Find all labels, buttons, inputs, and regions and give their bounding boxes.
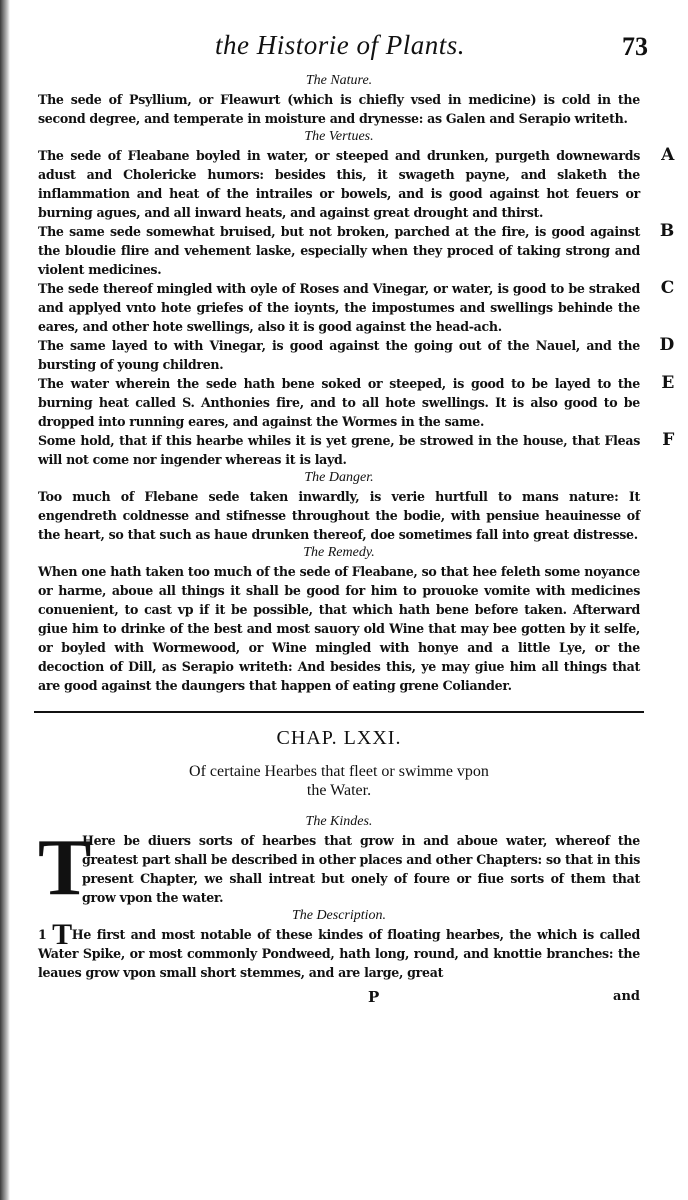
section-heading: The Vertues. — [304, 129, 374, 144]
signature-mark: P — [368, 988, 380, 1006]
page-header — [0, 26, 688, 66]
paragraph-text: The sede of Psyllium, or Fleawurt (which is chiefly vsed in medicine) is cold in the second degree, and temperate in moisture and drynesse: as Galen and Serapio writeth. — [38, 92, 640, 126]
chapter-subtitle-line-1: Of certaine Hearbes that fleet or swimme vpon — [189, 763, 489, 780]
paragraph — [38, 487, 640, 544]
margin-letter: B — [659, 221, 674, 241]
catchword: and — [613, 989, 640, 1004]
paragraph-text: Some hold, that if this hearbe whiles it is yet grene, be strowed in the house, that Fleas will not come nor ingender whereas it is layd. — [38, 433, 640, 467]
paragraph — [38, 90, 640, 128]
margin-letter: E — [661, 373, 674, 393]
paragraph — [38, 221, 674, 279]
sections — [38, 73, 674, 695]
paragraph-text: The sede thereof mingled with oyle of Roses and Vinegar, or water, is good to be straked and applyed vnto hote griefes of the ioynts, the impostumes and swellings behinde the eares, and other hote swellings, also it is good against the head-ach. — [38, 281, 640, 334]
page-body — [38, 72, 674, 1006]
description-marker: 1 — [38, 927, 47, 942]
paragraph-text: The water wherein the sede hath bene soked or steeped, is good to be layed to the burning heat called S. Anthonies fire, and to all hote swellings. It is also good to be dropped into running eares, and against the Wormes in the same. — [38, 376, 640, 429]
paragraph — [38, 335, 674, 374]
section-heading: The Danger. — [304, 470, 374, 485]
chapter-divider-rule — [34, 711, 644, 713]
section-heading: The Nature. — [305, 73, 373, 88]
page-number: 73 — [622, 32, 648, 61]
kindes-paragraph — [38, 824, 640, 912]
paragraph — [38, 373, 674, 431]
paragraph-text: When one hath taken too much of the sede of Fleabane, so that hee feleth some noyance or harme, aboue all things it shall be good for him to prouoke vomite with medicines conuenient, to cast vp if it be possible, that which hath bene before taken. Afterward giue him to drinke of the best and most sauory old Wine that may bee gotten by it selfe, or boyled with Wormewood, or Wine mingled with honye and a little Lye, or the decoction of Dill, as Serapio writeth: And besides this, ye may giue him all things that are good against the daungers that happen of eating grene Coliander. — [38, 564, 640, 693]
paragraph-text: The same layed to with Vinegar, is good against the going out of the Nauel, and the bursting of young children. — [38, 338, 640, 372]
margin-letter: C — [660, 278, 674, 298]
margin-letter: F — [662, 430, 674, 450]
description-dropcap: T — [52, 918, 72, 951]
description-text: He first and most notable of these kindes of floating hearbes, the which is called Water Spike, or most commonly Pondweed, hath long, round, and knottie branches: the leaues grow vpon small short stemmes, and are large, great — [38, 927, 640, 980]
paragraph — [38, 430, 674, 469]
paragraph-text: The same sede somewhat bruised, but not broken, parched at the fire, is good against the bloudie flire and vehement laske, especially when they proced of taking strong and violent medicines. — [38, 224, 640, 277]
page-gutter-shadow — [0, 0, 10, 1200]
paragraph — [38, 278, 674, 336]
kindes-heading: The Kindes. — [305, 814, 373, 829]
margin-letter: A — [661, 145, 674, 165]
kindes-dropcap: T — [38, 824, 92, 912]
paragraph — [38, 145, 674, 222]
description-paragraph — [38, 918, 640, 982]
kindes-text: Here be diuers sorts of hearbes that grow in and aboue water, whereof the greatest part shall be described in other places and other Chapters: so that in this present Chapter, we shall intreat but onely of foure or fiue sorts of them that grow vpon the water. — [82, 833, 640, 905]
paragraph-text: Too much of Flebane sede taken inwardly, is verie hurtfull to mans nature: It engendreth coldnesse and stifnesse throughout the bodie, with pensiue heauinesse of the heart, so that such as haue drunken thereof, doe sometimes fall into great distresse. — [38, 489, 640, 542]
margin-letter: D — [659, 335, 674, 355]
section-heading: The Remedy. — [303, 545, 375, 560]
running-head: the Historie of Plants. — [215, 30, 465, 60]
paragraph — [38, 562, 640, 695]
description-heading: The Description. — [291, 908, 387, 923]
chapter-title: CHAP. LXXI. — [276, 727, 402, 749]
chapter-subtitle-line-2: the Water. — [306, 782, 372, 799]
chapter-subtitle — [38, 762, 640, 800]
paragraph-text: The sede of Fleabane boyled in water, or steeped and drunken, purgeth downewards adust and Cholericke humors: besides this, it swageth payne, and slaketh the inflammation and heat of the intrailes or bowels, and is good against hot feuers or burning agues, and all inward heats, and against great drought and thirst. — [38, 148, 640, 220]
page-footer — [38, 982, 640, 1006]
